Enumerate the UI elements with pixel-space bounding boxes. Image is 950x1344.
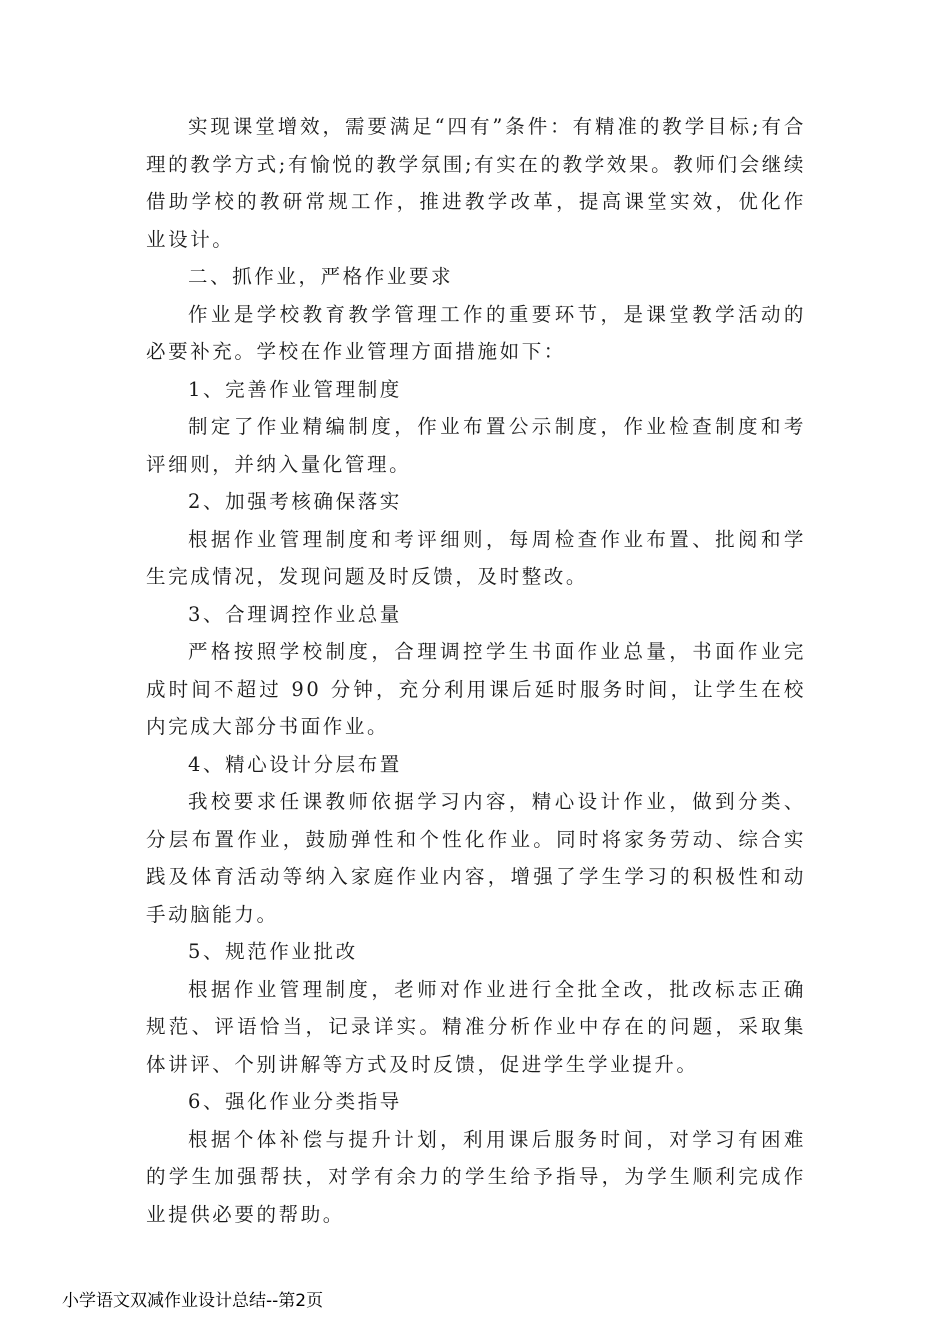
subheading-6: 6、强化作业分类指导 (188, 1090, 402, 1113)
paragraph-homework-intro: 作业是学校教育教学管理工作的重要环节，是课堂教学活动的必要补充。学校在作业管理方面措施如下： (146, 302, 806, 363)
paragraph-2: 根据作业管理制度和考评细则，每周检查作业布置、批阅和学生完成情况，发现问题及时反馈，及时整改。 (146, 527, 806, 588)
page-footer: 小学语文双减作业设计总结--第2页 (62, 1291, 324, 1311)
paragraph-1: 制定了作业精编制度，作业布置公示制度，作业检查制度和考评细则，并纳入量化管理。 (146, 415, 806, 476)
section-heading-homework: 二、抓作业，严格作业要求 (188, 265, 454, 288)
subheading-5: 5、规范作业批改 (188, 940, 358, 963)
paragraph-4: 我校要求任课教师依据学习内容，精心设计作业，做到分类、分层布置作业，鼓励弹性和个性化作业。同时将家务劳动、综合实践及体育活动等纳入家庭作业内容，增强了学生学习的积极性和动手动脑能力。 (146, 790, 806, 926)
subheading-3: 3、合理调控作业总量 (188, 602, 402, 626)
subheading-4: 4、精心设计分层布置 (188, 752, 402, 776)
paragraph-5: 根据作业管理制度，老师对作业进行全批全改，批改标志正确规范、评语恰当，记录详实。精准分析作业中存在的问题，采取集体讲评、个别讲解等方式及时反馈，促进学生学业提升。 (146, 977, 806, 1076)
paragraph-6: 根据个体补偿与提升计划，利用课后服务时间，对学习有困难的学生加强帮扶，对学有余力的学生给予指导，为学生顺利完成作业提供必要的帮助。 (146, 1127, 806, 1226)
document-body (146, 108, 806, 1233)
subheading-2: 2、加强考核确保落实 (188, 490, 402, 513)
subheading-1: 1、完善作业管理制度 (188, 377, 402, 401)
paragraph-classroom-efficiency: 实现课堂增效，需要满足“四有”条件：有精准的教学目标;有合理的教学方式;有愉悦的教学氛围;有实在的教学效果。教师们会继续借助学校的教研常规工作，推进教学改革，提高课堂实效，优化作业设计。 (146, 115, 806, 251)
paragraph-3: 严格按照学校制度，合理调控学生书面作业总量，书面作业完成时间不超过 90 分钟，充分利用课后延时服务时间，让学生在校内完成大部分书面作业。 (146, 640, 806, 738)
